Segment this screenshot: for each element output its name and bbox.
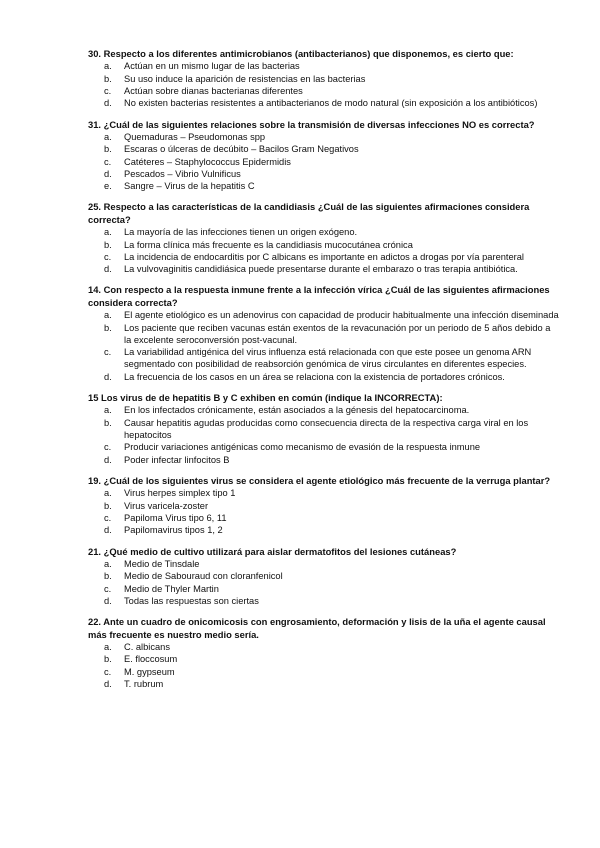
answer-option: [88, 239, 560, 251]
answer-option: [88, 641, 560, 653]
option-letter: a.: [104, 488, 112, 499]
answer-option: [88, 143, 560, 155]
option-text: Todas las respuestas son ciertas: [124, 595, 259, 606]
option-text: En los infectados crónicamente, están asociados a la génesis del hepatocarcinoma.: [124, 405, 470, 416]
option-text: Virus varicela-zoster: [124, 500, 209, 511]
option-text: La forma clínica más frecuente es la candidiasis mucocutánea crónica: [124, 239, 413, 250]
answer-option: [88, 678, 560, 690]
option-text: El agente etiológico es un adenovirus con capacidad de producir habitualmente una infección diseminada: [124, 310, 559, 321]
option-letter: b.: [104, 144, 112, 155]
option-letter: a.: [104, 310, 112, 321]
option-text: La vulvovaginitis candidiásica puede presentarse durante el embarazo o tras terapia antibiótica.: [124, 264, 518, 275]
option-letter: b.: [104, 239, 112, 250]
option-text: La variabilidad antigénica del virus influenza está relacionada con que este posee un genoma ARN segmentado con posibilidad de reabsorción genómica de virus circulantes en diferentes especies.: [124, 347, 532, 370]
option-text: Medio de Tinsdale: [124, 558, 200, 569]
question-block: [88, 119, 560, 193]
option-letter: e.: [104, 181, 112, 192]
option-letter: d.: [104, 595, 112, 606]
option-text: Causar hepatitis agudas producidas como consecuencia directa de la respectiva carga viral en los hepatocitos: [124, 417, 529, 441]
option-letter: d.: [104, 264, 112, 275]
option-text: Producir variaciones antigénicas como mecanismo de evasión de la respuesta inmune: [124, 442, 481, 453]
answer-options: [88, 131, 560, 192]
question-block: [88, 392, 560, 466]
option-letter: b.: [104, 654, 112, 665]
question-title: 22. Ante un cuadro de onicomicosis con engrosamiento, deformación y lisis de la uña el agente causal más frecuente es nuestro medio sería.: [88, 616, 546, 640]
answer-options: [88, 558, 560, 607]
option-text: Sangre – Virus de la hepatitis C: [124, 181, 255, 192]
question-block: [88, 475, 560, 537]
question-title: 30. Respecto a los diferentes antimicrobianos (antibacterianos) que disponemos, es cierto que:: [88, 48, 514, 59]
option-text: Quemaduras – Pseudomonas spp: [124, 132, 266, 142]
option-letter: b.: [104, 322, 112, 333]
question-title: 21. ¿Qué medio de cultivo utilizará para aislar dermatofitos del lesiones cutáneas?: [88, 545, 457, 557]
answer-option: [88, 97, 560, 109]
answer-option: [88, 263, 560, 275]
question-title: 15 Los virus de de hepatitis B y C exhiben en común (indique la INCORRECTA):: [88, 392, 443, 404]
exam-page: [88, 48, 560, 699]
answer-option: [88, 524, 560, 536]
option-letter: c.: [104, 251, 112, 262]
answer-option: [88, 570, 560, 582]
option-letter: a.: [104, 405, 112, 416]
option-text: E. floccosum: [124, 654, 178, 665]
answer-option: [88, 404, 560, 416]
option-text: Medio de Thyler Martin: [124, 583, 219, 594]
option-text: Su uso induce la aparición de resistencias en las bacterias: [124, 73, 366, 84]
option-text: Catéteres – Staphylococcus Epidermidis: [124, 156, 291, 167]
answer-option: [88, 512, 560, 524]
answer-option: [88, 441, 560, 453]
option-letter: b.: [104, 500, 112, 511]
answer-option: [88, 653, 560, 665]
option-letter: c.: [104, 583, 112, 594]
answer-option: [88, 417, 560, 442]
option-letter: c.: [104, 156, 112, 167]
option-letter: c.: [104, 347, 112, 358]
option-text: M. gypseum: [124, 666, 175, 677]
question-block: [88, 48, 560, 110]
question-title: 14. Con respecto a la respuesta inmune frente a la infección vírica ¿Cuál de las siguientes afirmaciones considera correcta?: [88, 284, 550, 308]
answer-option: [88, 226, 560, 238]
option-text: Los paciente que reciben vacunas están exentos de la revacunación por un periodo de 5 años debido a la excelente seroconversión post-vacunal.: [124, 322, 551, 345]
question-block: [88, 201, 560, 275]
option-letter: a.: [104, 132, 112, 142]
option-text: Pescados – Vibrio Vulnificus: [124, 168, 241, 179]
option-text: Escaras o úlceras de decúbito – Bacilos Gram Negativos: [124, 144, 359, 155]
answer-option: [88, 322, 560, 347]
answer-option: [88, 73, 560, 85]
question-title: 19. ¿Cuál de los siguientes virus se considera el agente etiológico más frecuente de la verruga plantar?: [88, 474, 551, 486]
option-text: Poder infectar linfocitos B: [124, 454, 230, 465]
option-letter: d.: [104, 454, 112, 465]
option-text: C. albicans: [124, 641, 170, 652]
option-letter: a.: [104, 641, 112, 652]
answer-option: [88, 558, 560, 570]
option-text: Medio de Sabouraud con cloranfenicol: [124, 571, 283, 582]
answer-option: [88, 309, 560, 321]
answer-option: [88, 583, 560, 595]
answer-option: [88, 85, 560, 97]
option-letter: c.: [104, 512, 112, 523]
option-letter: d.: [104, 525, 112, 536]
answer-options: [88, 404, 560, 465]
answer-option: [88, 666, 560, 678]
option-text: Papiloma Virus tipo 6, 11: [124, 512, 227, 523]
answer-option: [88, 131, 560, 143]
answer-options: [88, 641, 560, 690]
option-text: La mayoría de las infecciones tienen un origen exógeno.: [124, 227, 358, 238]
answer-option: [88, 500, 560, 512]
option-text: La incidencia de endocarditis por C albicans es importante en adictos a drogas por vía parenteral: [124, 251, 525, 262]
option-text: T. rubrum: [124, 678, 164, 689]
option-letter: b.: [104, 73, 112, 84]
option-text: Actúan en un mismo lugar de las bacterias: [124, 61, 300, 72]
option-letter: d.: [104, 371, 112, 382]
answer-option: [88, 454, 560, 466]
answer-options: [88, 309, 560, 383]
question-title: 31. ¿Cuál de las siguientes relaciones sobre la transmisión de diversas infecciones NO es correcta?: [88, 118, 535, 130]
option-letter: a.: [104, 61, 112, 72]
option-letter: c.: [104, 86, 112, 96]
answer-option: [88, 168, 560, 180]
option-text: No existen bacterias resistentes a antibacterianos de modo natural (sin exposición a los antibióticos): [124, 98, 538, 109]
option-text: Papilomavirus tipos 1, 2: [124, 525, 223, 536]
option-letter: d.: [104, 678, 112, 689]
answer-option: [88, 595, 560, 607]
option-letter: d.: [104, 168, 112, 179]
question-block: [88, 546, 560, 608]
option-letter: b.: [104, 417, 112, 428]
question-title: 25. Respecto a las características de la candidiasis ¿Cuál de las siguientes afirmaciones considera correcta?: [88, 201, 530, 225]
answer-options: [88, 226, 560, 275]
answer-options: [88, 487, 560, 536]
answer-option: [88, 60, 560, 72]
answer-option: [88, 251, 560, 263]
option-letter: c.: [104, 666, 112, 677]
option-text: Actúan sobre dianas bacterianas diferentes: [124, 86, 303, 96]
question-block: [88, 616, 560, 690]
option-letter: a.: [104, 227, 112, 238]
option-letter: b.: [104, 571, 112, 582]
answer-option: [88, 180, 560, 192]
option-letter: d.: [104, 98, 112, 109]
answer-options: [88, 60, 560, 109]
option-letter: c.: [104, 442, 112, 453]
answer-option: [88, 487, 560, 499]
answer-option: [88, 346, 560, 371]
answer-option: [88, 156, 560, 168]
answer-option: [88, 371, 560, 383]
question-block: [88, 284, 560, 383]
option-text: Virus herpes simplex tipo 1: [124, 488, 236, 499]
option-letter: a.: [104, 558, 112, 569]
option-text: La frecuencia de los casos en un área se relaciona con la existencia de portadores crónicos.: [124, 371, 505, 382]
